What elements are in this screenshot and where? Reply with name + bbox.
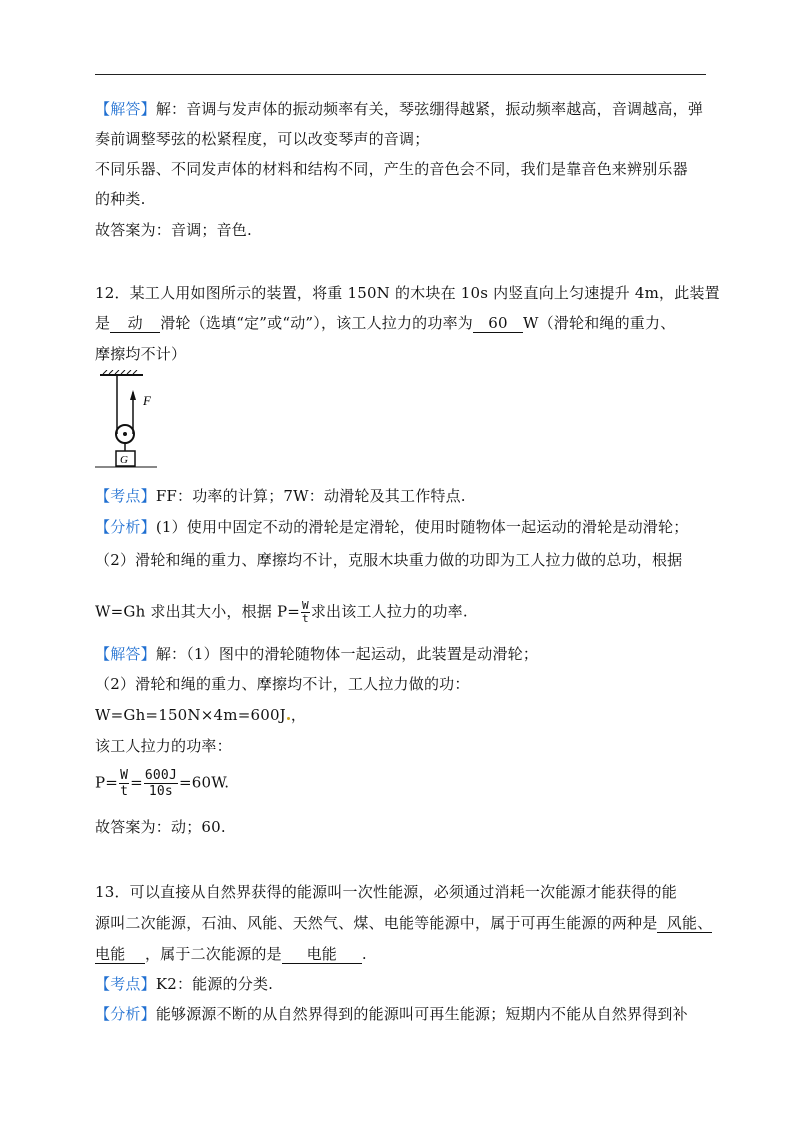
pulley-axle (123, 432, 127, 436)
q11-answer-line: 故答案为：音调；音色. (95, 221, 252, 239)
weight-label: G (120, 454, 128, 466)
q12-solution-line1: 【解答】解：（1）图中的滑轮随物体一起运动，此装置是动滑轮； (95, 645, 539, 663)
q11-solution-line3: 不同乐器、不同发声体的材料和结构不同，产生的音色会不同，我们是靠音色来辨别乐器 (95, 160, 688, 178)
q12-kaodian: 【考点】FF：功率的计算；7W：动滑轮及其工作特点. (95, 487, 466, 505)
q12-fenxi-line3: W=Gh 求出其大小，根据 P= $\frac{W}{t}$ 求出该工人拉力的功率. (95, 599, 468, 625)
q13-blank-2: 电能 (282, 945, 362, 964)
q12-solution-line4: 该工人拉力的功率： (95, 737, 232, 755)
annotation-dot (287, 717, 290, 720)
header-rule (95, 74, 706, 75)
q12-power-formula: P= $\frac{W}{t}$ = $\frac{600J}{10s}$ =60W. (95, 768, 230, 799)
q12-fenxi-line2: （2）滑轮和绳的重力、摩擦均不计，克服木块重力做的功即为工人拉力做的总功，根据 (95, 551, 683, 569)
q12-question-line3: 摩擦均不计） (95, 345, 187, 363)
q13-question-line3: 电能 ，属于二次能源的是 电能 . (95, 945, 367, 963)
q12-question-line2: 是 动 滑轮（选填“定”或“动”），该工人拉力的功率为 60 W（滑轮和绳的重力、 (95, 314, 676, 332)
fraction-w-over-t: $\frac{W}{t}$ (302, 599, 309, 625)
q12-question-line1: 12．某工人用如图所示的装置，将重 150N 的木块在 10s 内竖直向上匀速提升 4m，此装置 (95, 284, 720, 302)
q13-fenxi-line1: 【分析】能够源源不断的从自然界得到的能源叫可再生能源；短期内不能从自然界得到补 (95, 1005, 688, 1023)
q12-blank-1: 动 (110, 314, 160, 333)
pulley-figure (95, 370, 170, 475)
q13-blank-1-cont: 电能 (95, 945, 145, 964)
force-arrow (130, 390, 136, 400)
q12-solution-line2: （2）滑轮和绳的重力、摩擦均不计，工人拉力做的功： (95, 675, 470, 693)
fraction-600j-over-10s: $\frac{600J}{10s}$ (144, 768, 177, 799)
q12-fenxi-line1: 【分析】(1）使用中固定不动的滑轮是定滑轮，使用时随物体一起运动的滑轮是动滑轮； (95, 518, 689, 536)
q13-blank-1: 风能、 (657, 914, 712, 933)
q12-answer-line: 故答案为：动；60. (95, 818, 226, 836)
q12-blank-2: 60 (473, 314, 523, 333)
fraction-w-over-t: $\frac{W}{t}$ (120, 768, 129, 799)
q13-question-line2: 源叫二次能源，石油、风能、天然气、煤、电能等能源中，属于可再生能源的两种是 风能、 (95, 914, 713, 932)
q12-solution-line3: W=Gh=150N×4m=600J ， (95, 706, 307, 724)
solution-tag: 【解答】 (95, 100, 156, 118)
force-label: F (143, 393, 151, 408)
q13-kaodian: 【考点】K2：能源的分类. (95, 975, 274, 993)
q11-solution-line2: 奏前调整琴弦的松紧程度，可以改变琴声的音调； (95, 130, 430, 148)
q13-question-line1: 13．可以直接从自然界获得的能源叫一次性能源，必须通过消耗一次能源才能获得的能 (95, 883, 677, 901)
q11-solution-line4: 的种类. (95, 190, 146, 208)
q11-solution-line1: 【解答】解：音调与发声体的振动频率有关，琴弦绷得越紧，振动频率越高，音调越高，弹 (95, 100, 704, 118)
ceiling-hatch (103, 370, 137, 374)
